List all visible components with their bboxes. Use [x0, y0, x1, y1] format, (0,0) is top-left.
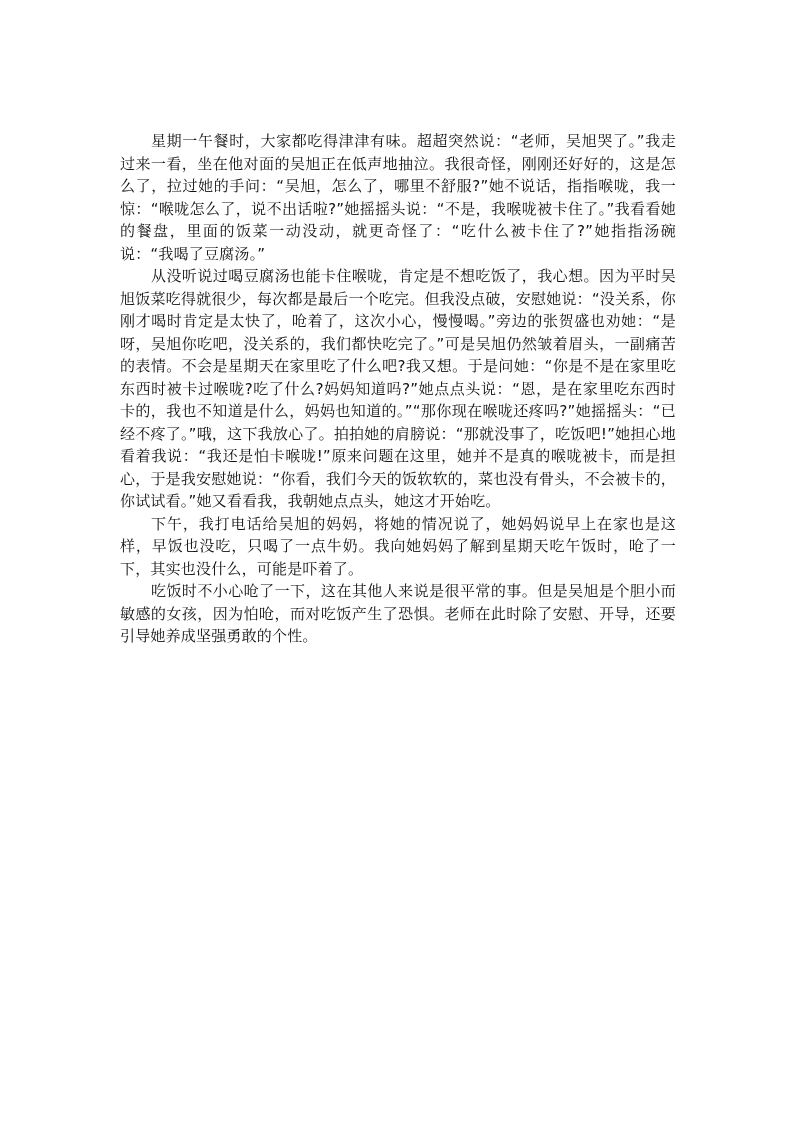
paragraph-1: 星期一午餐时，大家都吃得津津有味。超超突然说：“老师，吴旭哭了。”我走过来一看，坐在他对面的吴旭正在低声地抽泣。我很奇怪，刚刚还好好的，这是怎么了，拉过她的手问：“吴旭，怎么了，哪里不舒服?”她不说话，指指喉咙，我一惊：“喉咙怎么了，说不出话啦?”她摇摇头说：“不是，我喉咙被卡住了。”我看看她的餐盘，里面的饭菜一动没动，就更奇怪了：“吃什么被卡住了?”她指指汤碗说：“我喝了豆腐汤。”	[120, 132, 676, 263]
paragraph-2: 从没听说过喝豆腐汤也能卡住喉咙，肯定是不想吃饭了，我心想。因为平时吴旭饭菜吃得就很少，每次都是最后一个吃完。但我没点破，安慰她说：“没关系，你刚才喝时肯定是太快了，呛着了，这次小心，慢慢喝。”旁边的张贺盛也劝她：“是呀，吴旭你吃吧，没关系的，我们都快吃完了。”可是吴旭仍然皱着眉头，一副痛苦的表情。不会是星期天在家里吃了什么吧?我又想。于是问她：“你是不是在家里吃东西时被卡过喉咙?吃了什么?妈妈知道吗?”她点点头说：“恩，是在家里吃东西时卡的，我也不知道是什么，妈妈也知道的。”“那你现在喉咙还疼吗?”她摇摇头：“已经不疼了。”哦，这下我放心了。拍拍她的肩膀说：“那就没事了，吃饭吧!”她担心地看着我说：“我还是怕卡喉咙!”原来问题在这里，她并不是真的喉咙被卡，而是担心，于是我安慰她说：“你看，我们今天的饭软软的，菜也没有骨头，不会被卡的，你试试看。”她又看看我，我朝她点点头，她这才开始吃。	[120, 267, 676, 510]
paragraph-3: 下午，我打电话给吴旭的妈妈，将她的情况说了，她妈妈说早上在家也是这样，早饭也没吃，只喝了一点牛奶。我向她妈妈了解到星期天吃午饭时，呛了一下，其实也没什么，可能是吓着了。	[120, 514, 676, 578]
paragraph-4: 吃饭时不小心呛了一下，这在其他人来说是很平常的事。但是吴旭是个胆小而敏感的女孩，因为怕呛，而对吃饭产生了恐惧。老师在此时除了安慰、开导，还要引导她养成坚强勇敢的个性。	[120, 582, 676, 645]
document-body	[120, 130, 676, 648]
